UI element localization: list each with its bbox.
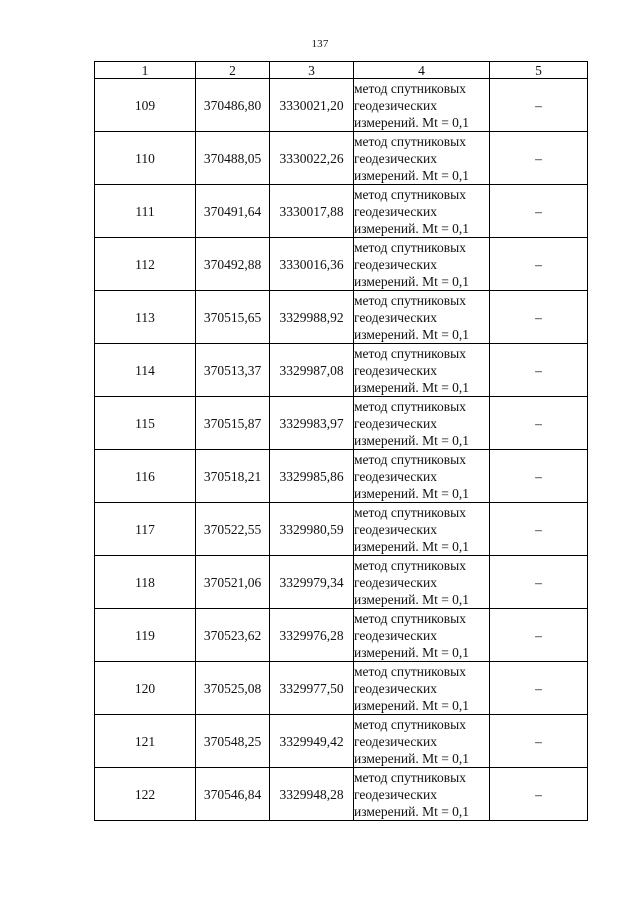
table-row [95,715,588,768]
method-line: измерений. Mt = 0,1 [354,591,470,607]
point-number: 114 [95,344,196,397]
method-description [354,662,490,715]
method-description [354,132,490,185]
method-line: геодезических [354,309,437,325]
method-line: метод спутниковых [354,186,466,202]
method-line: метод спутниковых [354,451,466,467]
point-number: 113 [95,291,196,344]
note-value: – [490,556,588,609]
point-number: 110 [95,132,196,185]
method-line: геодезических [354,574,437,590]
method-line: метод спутниковых [354,345,466,361]
column-header-2: 2 [196,62,270,79]
method-description [354,609,490,662]
method-line: геодезических [354,680,437,696]
method-line: измерений. Mt = 0,1 [354,538,470,554]
note-value: – [490,662,588,715]
method-line: геодезических [354,256,437,272]
method-line: метод спутниковых [354,769,466,785]
table-body [95,79,588,821]
method-line: измерений. Mt = 0,1 [354,114,470,130]
method-line: измерений. Mt = 0,1 [354,644,470,660]
coordinate-x: 370518,21 [196,450,270,503]
coordinate-y: 3329949,42 [270,715,354,768]
point-number: 118 [95,556,196,609]
method-line: измерений. Mt = 0,1 [354,167,470,183]
method-line: геодезических [354,733,437,749]
coordinate-y: 3330017,88 [270,185,354,238]
coordinate-x: 370488,05 [196,132,270,185]
coordinate-y: 3329977,50 [270,662,354,715]
point-number: 112 [95,238,196,291]
table-row [95,450,588,503]
note-value: – [490,344,588,397]
method-line: геодезических [354,521,437,537]
method-line: метод спутниковых [354,239,466,255]
point-number: 111 [95,185,196,238]
method-line: измерений. Mt = 0,1 [354,273,470,289]
note-value: – [490,609,588,662]
coordinate-y: 3329948,28 [270,768,354,821]
coordinate-y: 3330016,36 [270,238,354,291]
method-line: геодезических [354,203,437,219]
note-value: – [490,768,588,821]
table-row [95,291,588,344]
method-line: метод спутниковых [354,504,466,520]
method-line: метод спутниковых [354,292,466,308]
coordinate-x: 370486,80 [196,79,270,132]
note-value: – [490,715,588,768]
coordinate-x: 370522,55 [196,503,270,556]
table-row [95,662,588,715]
method-description [354,397,490,450]
coordinate-y: 3329988,92 [270,291,354,344]
point-number: 115 [95,397,196,450]
method-line: геодезических [354,97,437,113]
coordinates-table [94,61,588,821]
method-description [354,185,490,238]
method-line: измерений. Mt = 0,1 [354,803,470,819]
method-line: измерений. Mt = 0,1 [354,432,470,448]
method-description [354,238,490,291]
column-header-5: 5 [490,62,588,79]
method-description [354,291,490,344]
coordinate-y: 3329985,86 [270,450,354,503]
point-number: 109 [95,79,196,132]
table-row [95,503,588,556]
point-number: 119 [95,609,196,662]
table-row [95,609,588,662]
method-line: метод спутниковых [354,133,466,149]
method-line: метод спутниковых [354,663,466,679]
table-row [95,185,588,238]
point-number: 121 [95,715,196,768]
coordinate-x: 370491,64 [196,185,270,238]
coordinate-x: 370546,84 [196,768,270,821]
coordinate-x: 370515,87 [196,397,270,450]
method-description [354,344,490,397]
method-line: геодезических [354,786,437,802]
table-row [95,238,588,291]
method-description [354,503,490,556]
method-description [354,79,490,132]
coordinate-x: 370513,37 [196,344,270,397]
coordinate-x: 370548,25 [196,715,270,768]
coordinate-y: 3329979,34 [270,556,354,609]
note-value: – [490,238,588,291]
method-line: метод спутниковых [354,716,466,732]
coordinate-y: 3329983,97 [270,397,354,450]
page-number: 137 [311,38,329,50]
coordinate-x: 370525,08 [196,662,270,715]
method-line: метод спутниковых [354,80,466,96]
method-line: измерений. Mt = 0,1 [354,697,470,713]
point-number: 120 [95,662,196,715]
coordinate-y: 3330021,20 [270,79,354,132]
table-row [95,79,588,132]
note-value: – [490,503,588,556]
method-description [354,556,490,609]
note-value: – [490,291,588,344]
method-line: геодезических [354,627,437,643]
method-line: метод спутниковых [354,610,466,626]
coordinate-y: 3329987,08 [270,344,354,397]
method-description [354,768,490,821]
note-value: – [490,450,588,503]
header-row [95,62,588,79]
method-line: измерений. Mt = 0,1 [354,220,470,236]
point-number: 117 [95,503,196,556]
table-row [95,132,588,185]
method-line: измерений. Mt = 0,1 [354,750,470,766]
table-row [95,397,588,450]
note-value: – [490,397,588,450]
method-line: геодезических [354,415,437,431]
column-header-4: 4 [354,62,490,79]
coordinate-x: 370515,65 [196,291,270,344]
note-value: – [490,132,588,185]
coordinate-x: 370521,06 [196,556,270,609]
method-line: геодезических [354,362,437,378]
method-line: измерений. Mt = 0,1 [354,326,470,342]
table-row [95,344,588,397]
method-line: метод спутниковых [354,398,466,414]
method-line: измерений. Mt = 0,1 [354,485,470,501]
coordinate-x: 370523,62 [196,609,270,662]
table-row [95,768,588,821]
column-header-1: 1 [95,62,196,79]
point-number: 116 [95,450,196,503]
method-description [354,450,490,503]
method-line: метод спутниковых [354,557,466,573]
table-row [95,556,588,609]
coordinate-y: 3329980,59 [270,503,354,556]
method-line: геодезических [354,468,437,484]
method-line: измерений. Mt = 0,1 [354,379,470,395]
column-header-3: 3 [270,62,354,79]
note-value: – [490,79,588,132]
method-line: геодезических [354,150,437,166]
coordinate-x: 370492,88 [196,238,270,291]
note-value: – [490,185,588,238]
method-description [354,715,490,768]
point-number: 122 [95,768,196,821]
coordinate-y: 3330022,26 [270,132,354,185]
coordinate-y: 3329976,28 [270,609,354,662]
